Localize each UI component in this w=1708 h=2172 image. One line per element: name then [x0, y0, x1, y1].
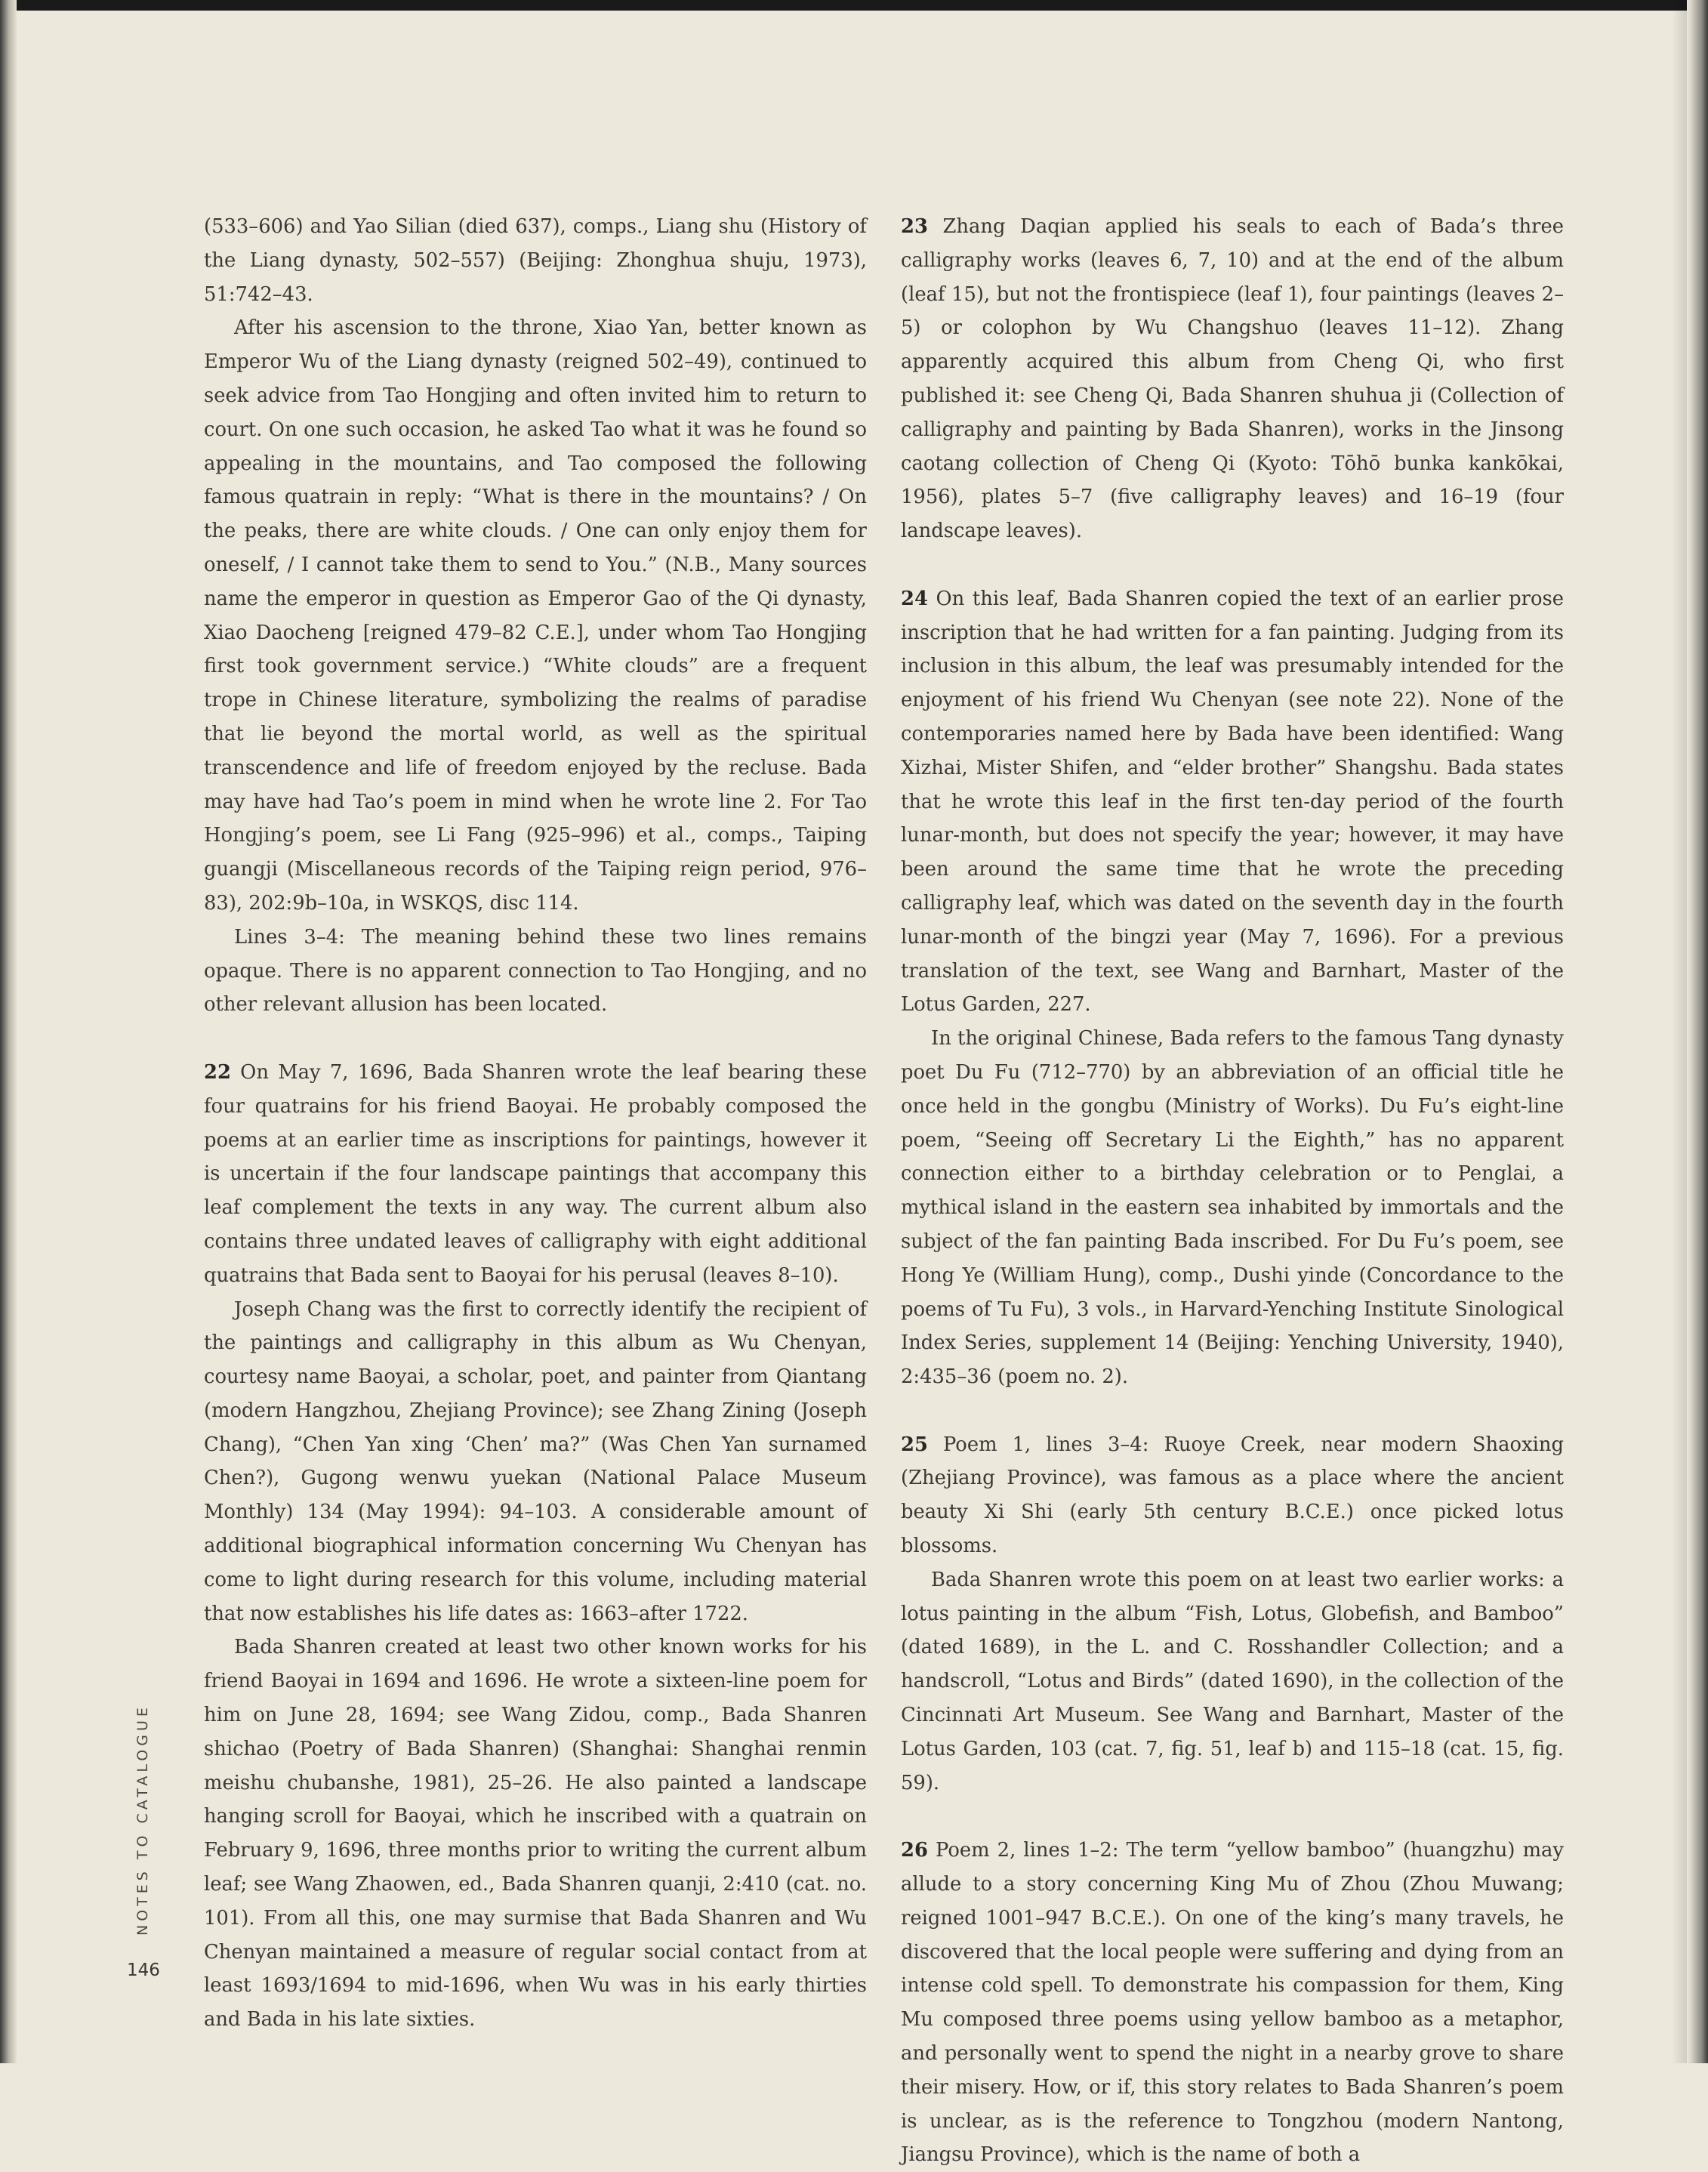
note-text: On May 7, 1696, Bada Shanren wrote the leaf bearing these four quatrains for his friend Baoyai. He probably composed the poems at an earlier time as inscriptions for paintings, however it is uncertain if the four landscape paintings that accompany this leaf complement the texts in any way. The current album also contains three undated leaves of calligraphy with eight additional quatrains that Bada sent to Baoyai for his perusal (leaves 8–10). — [204, 1060, 867, 1287]
paragraph-tao-hongjing: After his ascension to the throne, Xiao Yan, better known as Emperor Wu of the Liang dynasty (reigned 502–49), continued to seek advice from Tao Hongjing and often invited him to return to court. On one such occasion, he asked Tao what it was he found so appealing in the mountains, and Tao composed the following famous quatrain in reply: “What is there in the mountains? / On the peaks, there are white clouds. / One can only enjoy them for oneself, / I cannot take them to send to You.” (N.B., Many sources name the emperor in question as Emperor Gao of the Qi dynasty, Xiao Daocheng [reigned 479–82 C.E.], under whom Tao Hongjing first took government service.) “White clouds” are a frequent trope in Chinese literature, symbolizing the realms of paradise that lie beyond the mortal world, as well as the spiritual transcendence and life of freedom enjoyed by the recluse. Bada may have had Tao’s poem in mind when he wrote line 2. For Tao Hongjing’s poem, see Li Fang (925–996) et al., comps., Taiping guangji (Miscellaneous records of the Taiping reign period, 976–83), 202:9b–10a, in WSKQS, disc 114. — [204, 316, 867, 915]
note-number: 26 — [901, 1839, 928, 1862]
note-text: Poem 1, lines 3–4: Ruoye Creek, near modern Shaoxing (Zhejiang Province), was famous as a place where the ancient beauty Xi Shi (early 5th century B.C.E.) once picked lotus blossoms. — [901, 1433, 1565, 1558]
left-text-column — [204, 210, 867, 2037]
note-25 — [901, 1428, 1564, 1563]
paragraph-lotus-works: Bada Shanren wrote this poem on at least two earlier works: a lotus painting in the album “Fish, Lotus, Globefish, and Bamboo” (dated 1689), in the L. and C. Rosshandler Collection; and a handscroll, “Lotus and Birds” (dated 1690), in the collection of the Cincinnati Art Museum. See Wang and Barnhart, Master of the Lotus Garden, 103 (cat. 7, fig. 51, leaf b) and 115–18 (cat. 15, fig. 59). — [901, 1568, 1564, 1794]
note-number: 24 — [901, 587, 928, 610]
running-section-title: NOTES TO CATALOGUE — [134, 1704, 151, 1936]
note-24 — [901, 582, 1564, 1022]
note-23 — [901, 210, 1564, 548]
paragraph-joseph-chang: Joseph Chang was the first to correctly identify the recipient of the paintings and calligraphy in this album as Wu Chenyan, courtesy name Baoyai, a scholar, poet, and painter from Qiantang (modern Hangzhou, Zhejiang Province); see Zhang Zining (Joseph Chang), “Chen Yan xing ‘Chen’ ma?” (Was Chen Yan surnamed Chen?), Gugong wenwu yuekan (National Palace Museum Monthly) 134 (May 1994): 94–103. A considerable amount of additional biographical information concerning Wu Chenyan has come to light during research for this volume, including material that now establishes his life dates as: 1663–after 1722. — [204, 1297, 867, 1625]
paragraph-du-fu: In the original Chinese, Bada refers to the famous Tang dynasty poet Du Fu (712–770) by an abbreviation of an official title he once held in the gongbu (Ministry of Works). Du Fu’s eight-line poem, “Seeing off Secretary Li the Eighth,” has no apparent connection either to a birthday celebration or to Penglai, a mythical island in the eastern sea inhabited by immortals and the subject of the fan painting Bada inscribed. For Du Fu’s poem, see Hong Ye (William Hung), comp., Dushi yinde (Concordance to the poems of Tu Fu), 3 vols., in Harvard-Yenching Institute Sinological Index Series, supplement 14 (Beijing: Yenching University, 1940), 2:435–36 (poem no. 2). — [901, 1027, 1564, 1389]
note-number: 25 — [901, 1433, 928, 1456]
page-number: 146 — [127, 1961, 160, 1980]
right-text-column — [901, 210, 1564, 2172]
note-text: On this leaf, Bada Shanren copied the text of an earlier prose inscription that he had written for a fan painting. Judging from its inclusion in this album, the leaf was presumably intended for the enjoyment of his friend Wu Chenyan (see note 22). None of the contemporaries named here by Bada have been identified: Wang Xizhai, Mister Shifen, and “elder brother” Shangshu. Bada states that he wrote this leaf in the first ten-day period of the fourth lunar-month, but does not specify the year; however, it may have been around the same time that he wrote the preceding calligraphy leaf, which was dated on the seventh day in the fourth lunar-month of the bingzi year (May 7, 1696). For a previous translation of the text, see Wang and Barnhart, Master of the Lotus Garden, 227. — [901, 587, 1565, 1017]
paragraph-continuation: (533–606) and Yao Silian (died 637), comps., Liang shu (History of the Liang dynasty, 502–557) (Beijing: Zhonghua shuju, 1973), 51:742–43. — [204, 215, 867, 306]
note-text: Poem 2, lines 1–2: The term “yellow bamboo” (huangzhu) may allude to a story concerning King Mu of Zhou (Zhou Muwang; reigned 1001–947 B.C.E.). On one of the king’s many travels, he discovered that the local people were suffering and dying from an intense cold spell. To demonstrate his compassion for them, King Mu composed three poems using yellow bamboo as a metaphor, and personally went to spend the night in a nearby grove to share their misery. How, or if, this story relates to Bada Shanren’s poem is unclear, as is the reference to Tongzhou (modern Nantong, Jiangsu Province), which is the name of both a — [901, 1839, 1564, 2167]
note-22 — [204, 1056, 867, 1293]
paragraph-baoyai-works: Bada Shanren created at least two other known works for his friend Baoyai in 1694 and 1696. He wrote a sixteen-line poem for him on June 28, 1694; see Wang Zidou, comp., Bada Shanren shichao (Poetry of Bada Shanren) (Shanghai: Shanghai renmin meishu chubanshe, 1981), 25–26. He also painted a landscape hanging scroll for Baoyai, which he inscribed with a quatrain on February 9, 1696, three months prior to writing the current album leaf; see Wang Zhaowen, ed., Bada Shanren quanji, 2:410 (cat. no. 101). From all this, one may surmise that Bada Shanren and Wu Chenyan maintained a measure of regular social contact from at least 1693/1694 to mid-1696, when Wu was in his early thirties and Bada in his late sixties. — [204, 1636, 867, 2032]
scan-top-edge — [0, 0, 1708, 11]
scan-left-edge — [0, 0, 17, 2063]
note-number: 23 — [901, 215, 928, 238]
note-26 — [901, 1834, 1564, 2172]
spine-shadow — [1672, 0, 1687, 2063]
note-number: 22 — [204, 1060, 231, 1084]
note-text: Zhang Daqian applied his seals to each of Bada’s three calligraphy works (leaves 6, 7, 10) and at the end of the album (leaf 15), but not the frontispiece (leaf 1), four paintings (leaves 2–5) or colophon by Wu Changshuo (leaves 11–12). Zhang apparently acquired this album from Cheng Qi, who first published it: see Cheng Qi, Bada Shanren shuhua ji (Collection of calligraphy and painting by Bada Shanren), works in the Jinsong caotang collection of Cheng Qi (Kyoto: Tōhō bunka kankōkai, 1956), plates 5–7 (five calligraphy leaves) and 16–19 (four landscape leaves). — [901, 215, 1564, 543]
paragraph-lines-3-4: Lines 3–4: The meaning behind these two lines remains opaque. There is no apparent connection to Tao Hongjing, and no other relevant allusion has been located. — [204, 925, 867, 1017]
book-spine-edge — [1687, 0, 1708, 2063]
